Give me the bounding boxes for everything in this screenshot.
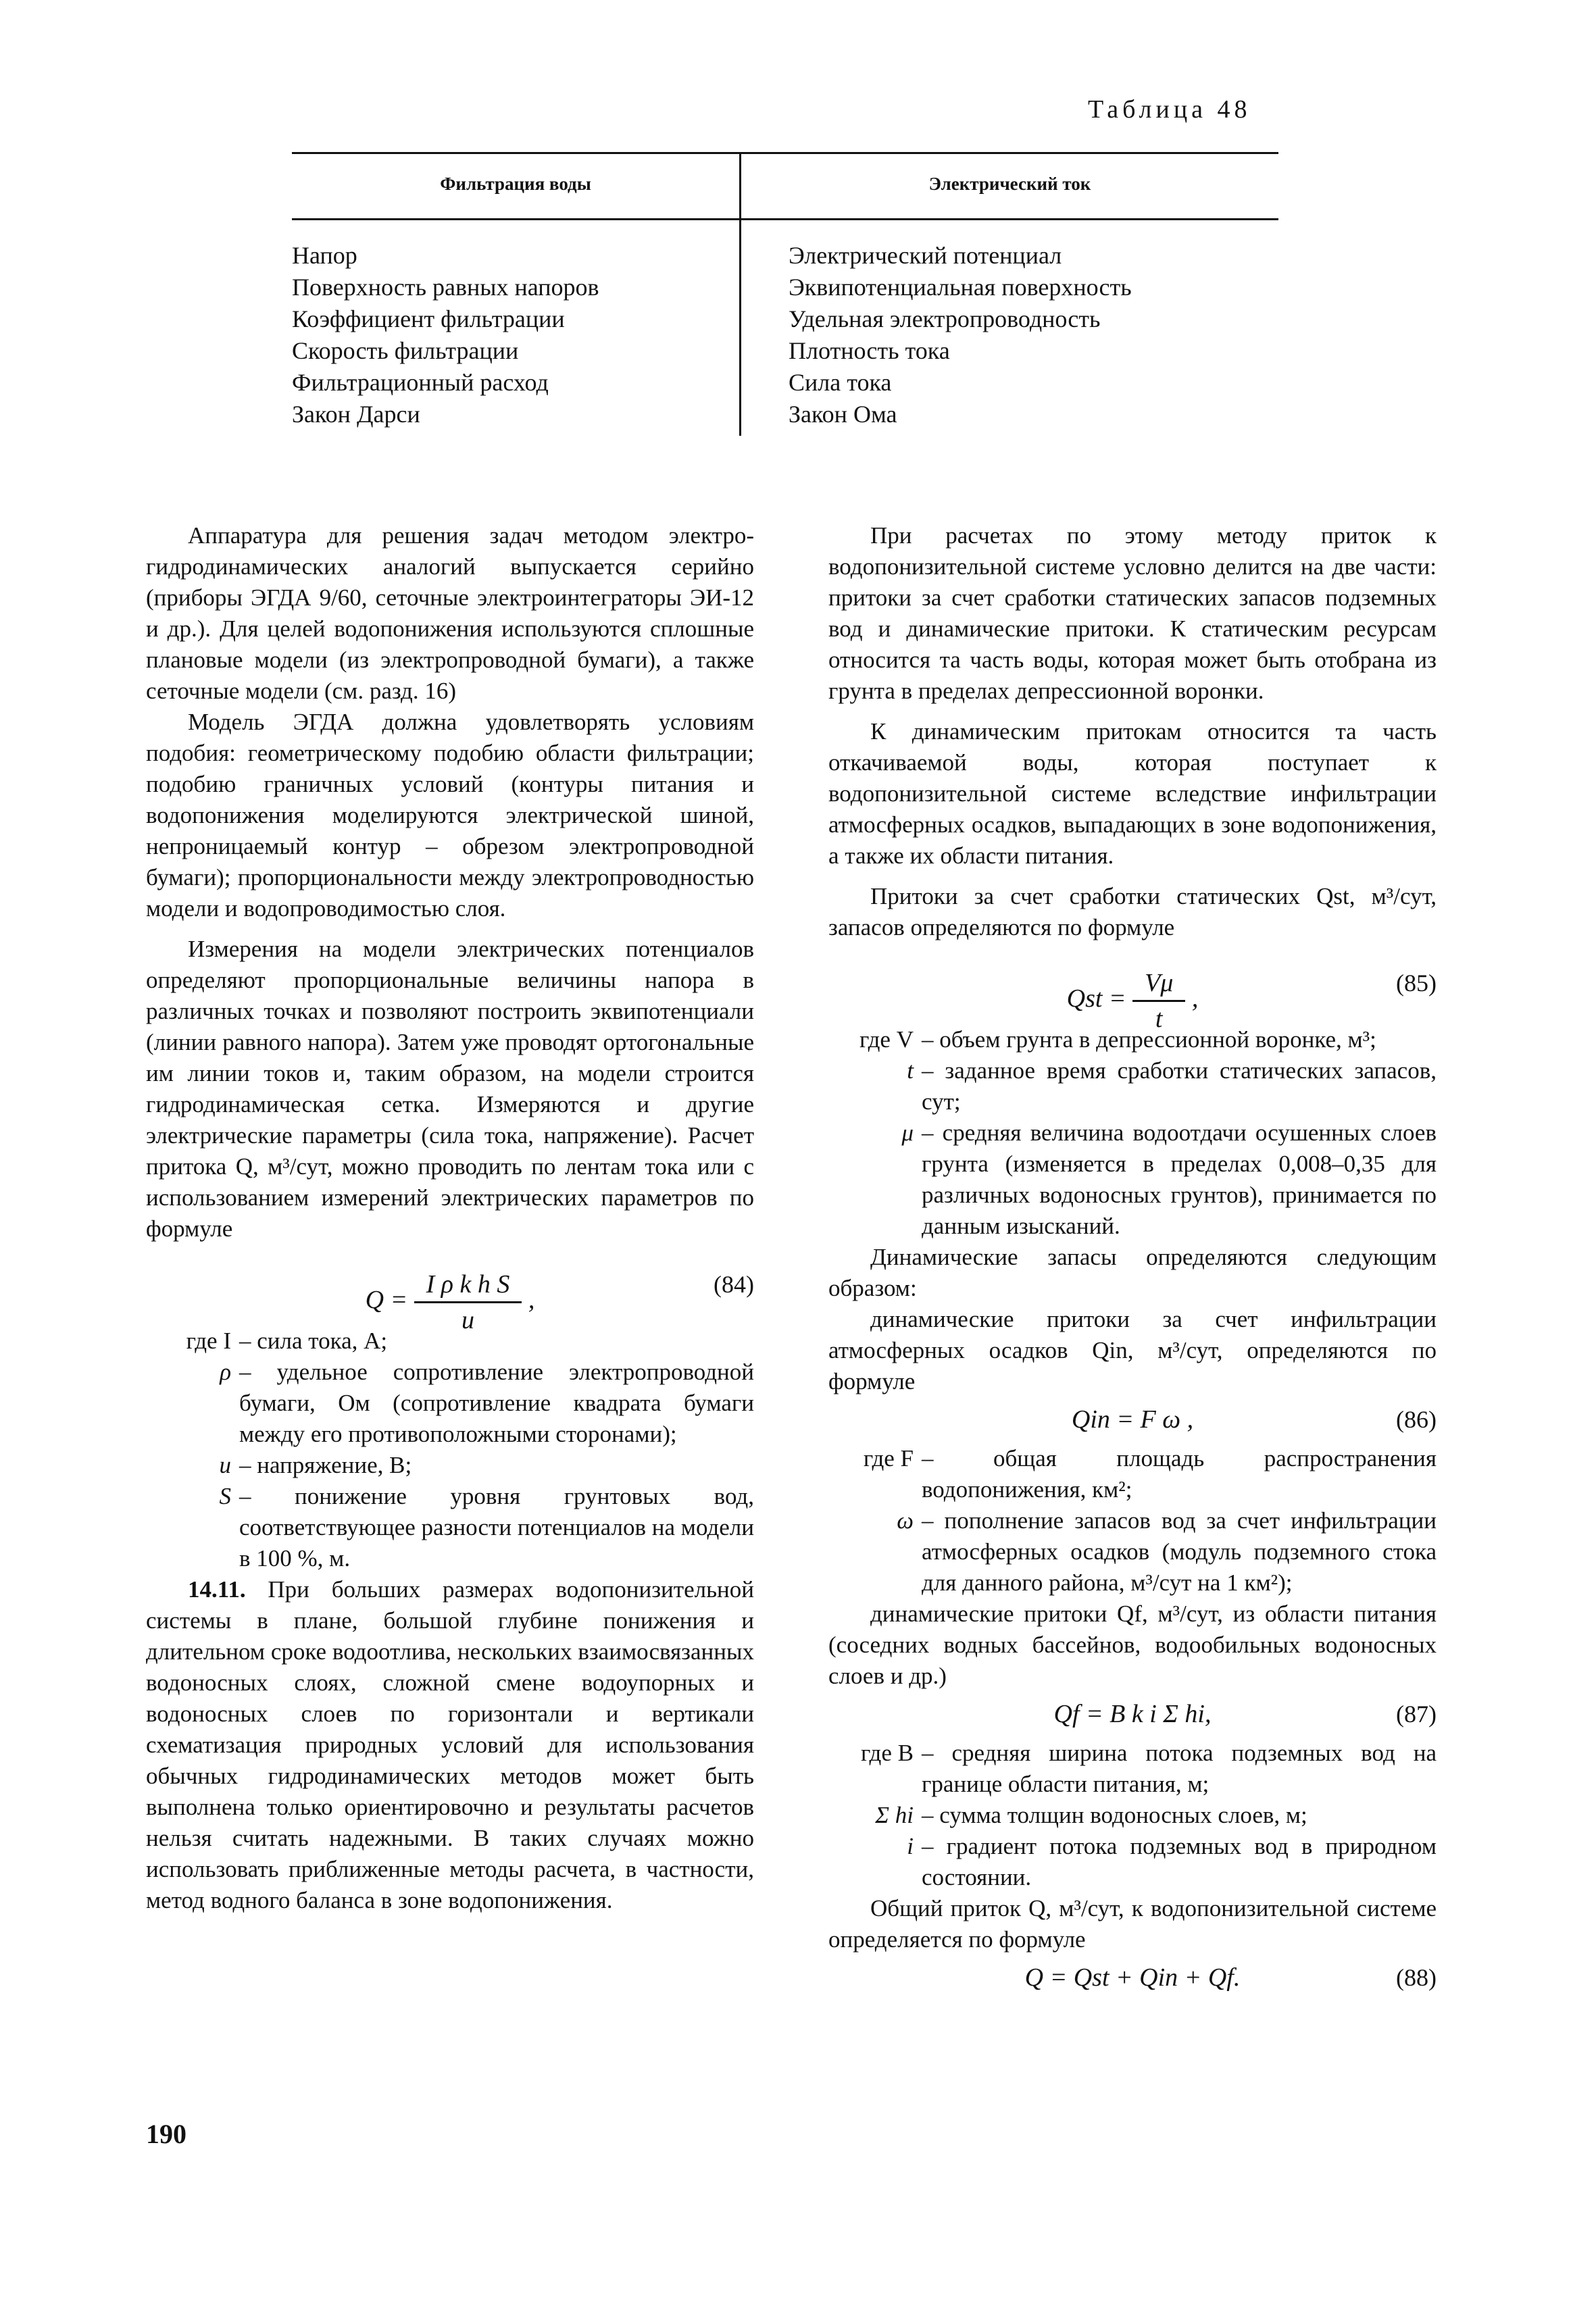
definition-text: – градиент потока подземных вод в природном состоянии. [922,1833,1437,1890]
formula-body: Qf = B k i Σ hi, [1053,1700,1212,1728]
definition-text: – удельное сопротивление электропроводной бумаги, Ом (сопротивление квадрата бумаги между его противоположными сторонами); [239,1359,754,1447]
paragraph-text: При больших размерах водопонизительной системы в плане, большой глубине понижения и длительном сроке водоотлива, нескольких взаимосвязанных водоносных слоях, сложной смене водоупорных и водоносных слоев по горизонтали и вертикали схематизация природных условий для использования обычных гидродинамических методов может быть выполнена только ориентировочно и результаты расчетов нельзя считать надежными. В таких случаях можно использовать приближенные методы расчета, в частности, метод водного баланса в зоне водопонижения. [146,1576,754,1913]
formula-number: (87) [1396,1701,1437,1728]
table-header-current: Электрический ток [928,174,1091,194]
definition-text: – общая площадь распространения водопонижения, км²; [922,1445,1437,1503]
table-cell: Коэффициент фильтрации [292,305,565,332]
definition-symbol: t [907,1057,914,1084]
formula-number: (85) [1396,970,1437,997]
table-top-rule [292,152,1278,154]
definition-symbol: ρ [220,1359,231,1385]
definition-row [146,1481,754,1574]
definition-text: – сила тока, А; [239,1328,388,1354]
section-number: 14.11. [188,1576,246,1603]
formula-tail: , [528,1286,535,1315]
definition-symbol: где B [860,1740,914,1766]
formula-85 [828,955,1437,1033]
table-cell: Скорость фильтрации [292,337,519,364]
table-header-rule [292,218,1278,220]
definition-symbol: u [219,1452,231,1478]
definition-text: – пополнение запасов вод за счет инфильтрации атмосферных осадков (модуль подземного стока для данного района, м³/сут на 1 км²); [922,1507,1437,1596]
table-column-current [789,240,1132,430]
definition-text: – средняя ширина потока подземных вод на границе области питания, м; [922,1740,1437,1797]
definition-row [828,1831,1437,1893]
formula-lhs: Qst = [1066,984,1126,1013]
table-cell: Плотность тока [789,337,950,364]
formula-numerator: I ρ k h S [414,1269,522,1303]
definition-row [828,1117,1437,1242]
table-cell: Закон Ома [789,401,897,428]
formula-86 [828,1401,1437,1439]
definition-text: – напряжение, В; [239,1452,412,1478]
table-cell: Закон Дарси [292,401,420,428]
formula-body: Q = Qst + Qin + Qf. [1024,1963,1241,1992]
paragraph: Аппаратура для решения задач методом электро-гидродинамических аналогий выпускается серийно (приборы ЭГДА 9/60, сеточные электроинтеграторы ЭИ-12 и др.). Для целей водопонижения используются сплошные плановые модели (из электропроводной бумаги), а также сеточные модели (см. разд. 16) [146,522,754,704]
definitions-84 [146,1326,754,1574]
table-cell: Электрический потенциал [789,242,1062,269]
left-text-column [146,520,754,1916]
table-column-water [292,240,599,430]
paragraph: При расчетах по этому методу приток к водопонизительной системе условно делится на две части: притоки за счет сработки статических запасов подземных вод и динамические притоки. К статическим ресурсам относится та часть воды, которая может быть отобрана из грунта в пределах депрессионной воронки. [828,522,1437,704]
definition-text: – объем грунта в депрессионной воронке, м³; [922,1026,1376,1053]
paragraph: Притоки за счет сработки статических Qst, м³/сут, запасов определяются по формуле [828,883,1437,940]
definition-row [828,1738,1437,1800]
right-text-column [828,520,1437,2001]
definition-symbol: где F [863,1445,914,1472]
table-cell: Сила тока [789,369,892,396]
table-cell: Напор [292,242,357,269]
definition-row [828,1505,1437,1599]
formula-body: Qin = F ω , [1071,1405,1194,1434]
formula-88 [828,1959,1437,1997]
definition-symbol: где I [186,1328,231,1354]
definition-row [828,1443,1437,1505]
formula-lhs: Q = [365,1286,408,1315]
definition-symbol: μ [901,1120,914,1146]
formula-fraction [414,1269,522,1336]
formula-number: (88) [1396,1964,1437,1991]
formula-tail: , [1191,984,1199,1013]
formula-denominator: u [462,1306,475,1334]
paragraph: динамические притоки Qf, м³/сут, из области питания (соседних водных бассейнов, водообильных водоносных слоев и др.) [828,1601,1437,1689]
paragraph: Измерения на модели электрических потенциалов определяют пропорциональные величины напора в различных точках и позволяют построить эквипотенциали (линии равного напора). Затем уже проводят ортогональные им линии токов и, таким образом, на модели строится гидродинамическая сетка. Измеряются и другие электрические параметры (сила тока, напряжение). Расчет притока Q, м³/сут, можно проводить по лентам тока или с использованием измерений электрических параметров по формуле [146,936,754,1242]
paragraph [146,1574,754,1916]
formula-number: (84) [714,1271,754,1298]
formula-84 [146,1257,754,1334]
paragraph: Модель ЭГДА должна удовлетворять условиям подобия: геометрическому подобию области фильтрации; подобию граничных условий (контуры питания и водопонижения моделируются электрической шиной, непроницаемый контур – обрезом электропроводной бумаги); пропорциональности между электропроводностью модели и водопроводимостью слоя. [146,709,754,922]
definition-symbol: Σ hi [875,1802,914,1828]
table-column-divider [739,152,741,436]
definition-row [828,1055,1437,1117]
formula-fraction [1132,967,1185,1034]
definitions-86 [828,1443,1437,1599]
definitions-85 [828,1024,1437,1242]
formula-number: (86) [1396,1406,1437,1433]
definition-symbol: i [907,1833,914,1859]
definition-row [146,1357,754,1450]
definition-text: – заданное время сработки статических запасов, сут; [922,1057,1437,1115]
definition-symbol: ω [897,1507,914,1534]
table-cell: Удельная электропроводность [789,305,1101,332]
table-cell: Поверхность равных напоров [292,274,599,301]
formula-numerator: Vμ [1132,967,1185,1002]
definition-row [146,1450,754,1481]
definition-row [828,1800,1437,1831]
table-caption: Таблица 48 [1088,95,1251,124]
formula-denominator: t [1155,1005,1163,1033]
paragraph: динамические притоки за счет инфильтрации атмосферных осадков Qin, м³/сут, определяются по формуле [828,1306,1437,1394]
definition-symbol: S [219,1483,231,1509]
definition-text: – понижение уровня грунтовых вод, соответствующее разности потенциалов на модели в 100 %, м. [239,1483,754,1571]
formula-87 [828,1696,1437,1734]
definition-symbol: где V [859,1026,914,1053]
table-header-water: Фильтрация воды [440,174,591,194]
paragraph: К динамическим притокам относится та часть откачиваемой воды, которая поступает к водопонизительной системе вследствие инфильтрации атмосферных осадков, выпадающих в зоне водопонижения, а также их области питания. [828,718,1437,869]
definition-text: – сумма толщин водоносных слоев, м; [922,1802,1307,1828]
comparison-table [292,152,1278,436]
paragraph: Общий приток Q, м³/сут, к водопонизительной системе определяется по формуле [828,1895,1437,1953]
definition-text: – средняя величина водоотдачи осушенных слоев грунта (изменяется в пределах 0,008–0,35 для различных водоносных грунтов), принимается по данным изысканий. [922,1120,1437,1239]
table-cell: Фильтрационный расход [292,369,549,396]
definitions-87 [828,1738,1437,1893]
page-number: 190 [146,2119,186,2149]
table-cell: Эквипотенциальная поверхность [789,274,1132,301]
paragraph: Динамические запасы определяются следующим образом: [828,1244,1437,1301]
